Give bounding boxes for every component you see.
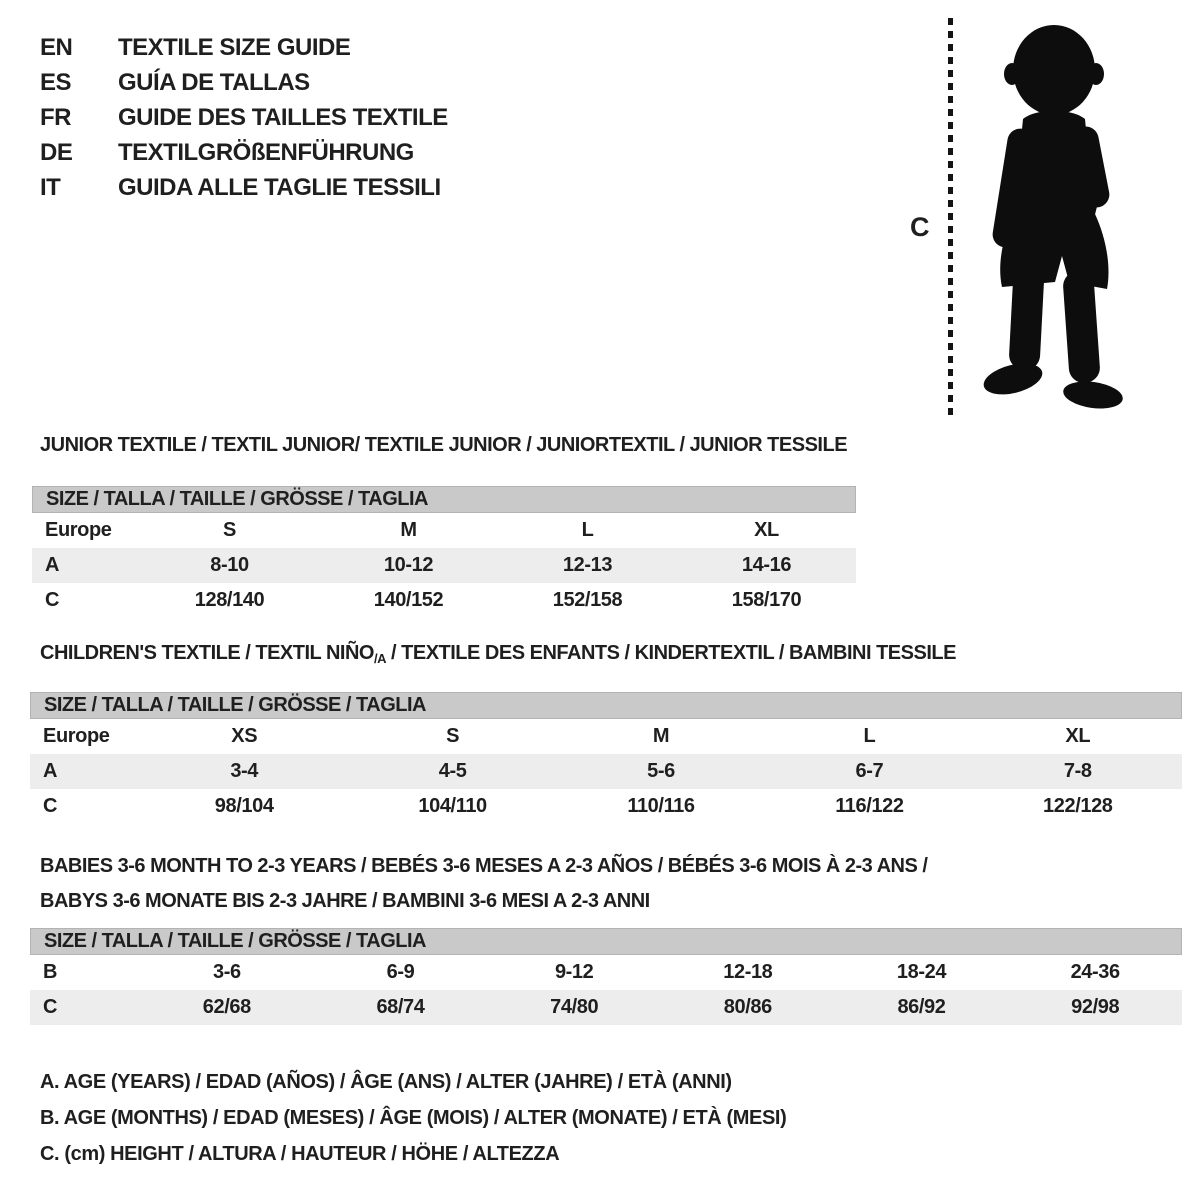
months-cell: 6-9: [386, 961, 415, 983]
size-figure: [900, 0, 1160, 432]
size-cell: M: [652, 725, 670, 747]
height-cell: 128/140: [194, 589, 265, 611]
guide-title: TEXTILE SIZE GUIDE: [118, 33, 351, 61]
row-label: A: [45, 554, 60, 576]
table-row-height: [32, 583, 856, 618]
section-children-title: [40, 642, 956, 666]
row-label: B: [43, 961, 58, 983]
months-cell: 18-24: [896, 961, 947, 983]
height-cell: 140/152: [373, 589, 444, 611]
legend-line-c: C. (cm) HEIGHT / ALTURA / HAUTEUR / HÖHE / ALTEZZA: [40, 1143, 560, 1165]
height-measure-line: [948, 18, 953, 418]
age-cell: 8-10: [210, 554, 249, 576]
height-cell: 152/158: [552, 589, 623, 611]
section-junior-title: JUNIOR TEXTILE / TEXTIL JUNIOR/ TEXTILE JUNIOR / JUNIORTEXTIL / JUNIOR TESSILE: [40, 434, 848, 456]
language-code: EN: [40, 33, 73, 61]
title-subscript: /A: [373, 651, 386, 666]
height-cell: 86/92: [897, 996, 946, 1018]
months-cell: 24-36: [1070, 961, 1120, 983]
table-header: SIZE / TALLA / TAILLE / GRÖSSE / TAGLIA: [30, 928, 1182, 955]
size-cell: XL: [754, 519, 779, 541]
language-row-en: [40, 30, 448, 65]
table-header: SIZE / TALLA / TAILLE / GRÖSSE / TAGLIA: [32, 486, 856, 513]
language-row-es: [40, 65, 448, 100]
age-cell: 10-12: [383, 554, 434, 576]
language-code: FR: [40, 103, 71, 131]
language-row-it: [40, 170, 448, 205]
age-cell: 14-16: [741, 554, 792, 576]
measure-label-c: C: [910, 212, 930, 242]
children-size-table: [30, 692, 1182, 824]
table-row-age: [32, 548, 856, 583]
height-cell: 122/128: [1043, 795, 1113, 817]
row-label: C: [43, 996, 58, 1018]
height-cell: 98/104: [214, 795, 274, 817]
language-code: DE: [40, 138, 73, 166]
language-row-fr: [40, 100, 448, 135]
table-row-europe: [30, 719, 1182, 754]
height-cell: 80/86: [723, 996, 772, 1018]
height-cell: 74/80: [550, 996, 599, 1018]
language-code: ES: [40, 68, 72, 96]
age-cell: 5-6: [647, 760, 675, 782]
age-cell: 7-8: [1063, 760, 1092, 782]
language-guide-list: [40, 30, 448, 205]
babies-size-table: [30, 928, 1182, 1025]
legend-line-b: B. AGE (MONTHS) / EDAD (MESES) / ÂGE (MOIS) / ALTER (MONATE) / ETÀ (MESI): [40, 1107, 787, 1129]
guide-title: TEXTILGRÖßENFÜHRUNG: [118, 138, 414, 166]
table-row-height: [30, 990, 1182, 1025]
babies-title-line2: BABYS 3-6 MONATE BIS 2-3 JAHRE / BAMBINI 3-6 MESI A 2-3 ANNI: [40, 890, 650, 912]
toddler-silhouette: [966, 14, 1136, 418]
guide-title: GUÍA DE TALLAS: [118, 68, 310, 96]
height-cell: 104/110: [418, 795, 487, 817]
guide-title: GUIDE DES TAILLES TEXTILE: [118, 103, 448, 131]
size-cell: L: [863, 725, 876, 747]
size-cell: S: [223, 519, 236, 541]
section-babies-title: [40, 849, 927, 919]
row-label: Europe: [45, 519, 112, 541]
table-row-age: [30, 754, 1182, 789]
height-cell: 68/74: [376, 996, 425, 1018]
height-cell: 116/122: [835, 795, 904, 817]
guide-title: GUIDA ALLE TAGLIE TESSILI: [118, 173, 441, 201]
age-cell: 6-7: [855, 760, 884, 782]
months-cell: 3-6: [212, 961, 241, 983]
legend: [40, 1064, 786, 1172]
junior-size-table: [32, 486, 856, 618]
table-row-months: [30, 955, 1182, 990]
height-cell: 62/68: [202, 996, 251, 1018]
title-suffix: / TEXTILE DES ENFANTS / KINDERTEXTIL / BAMBINI TESSILE: [385, 642, 956, 664]
row-label: Europe: [43, 725, 110, 747]
height-cell: 158/170: [731, 589, 802, 611]
table-row-height: [30, 789, 1182, 824]
table-header: SIZE / TALLA / TAILLE / GRÖSSE / TAGLIA: [30, 692, 1182, 719]
size-cell: L: [581, 519, 594, 541]
size-cell: XL: [1065, 725, 1091, 747]
language-row-de: [40, 135, 448, 170]
title-prefix: CHILDREN'S TEXTILE / TEXTIL NIÑO: [40, 642, 374, 664]
row-label: C: [43, 795, 58, 817]
size-cell: XS: [231, 725, 258, 747]
size-cell: M: [400, 519, 417, 541]
legend-line-a: A. AGE (YEARS) / EDAD (AÑOS) / ÂGE (ANS) / ALTER (JAHRE) / ETÀ (ANNI): [40, 1071, 732, 1093]
age-cell: 12-13: [562, 554, 613, 576]
table-row-europe: [32, 513, 856, 548]
age-cell: 3-4: [230, 760, 259, 782]
height-cell: 92/98: [1071, 996, 1120, 1018]
age-cell: 4-5: [438, 760, 467, 782]
row-label: C: [45, 589, 60, 611]
months-cell: 12-18: [723, 961, 773, 983]
size-cell: S: [446, 725, 460, 747]
language-code: IT: [40, 173, 61, 201]
row-label: A: [43, 760, 58, 782]
height-cell: 110/116: [627, 795, 695, 817]
babies-title-line1: BABIES 3-6 MONTH TO 2-3 YEARS / BEBÉS 3-6 MESES A 2-3 AÑOS / BÉBÉS 3-6 MOIS À 2-3 ANS /: [40, 855, 928, 877]
months-cell: 9-12: [554, 961, 594, 983]
